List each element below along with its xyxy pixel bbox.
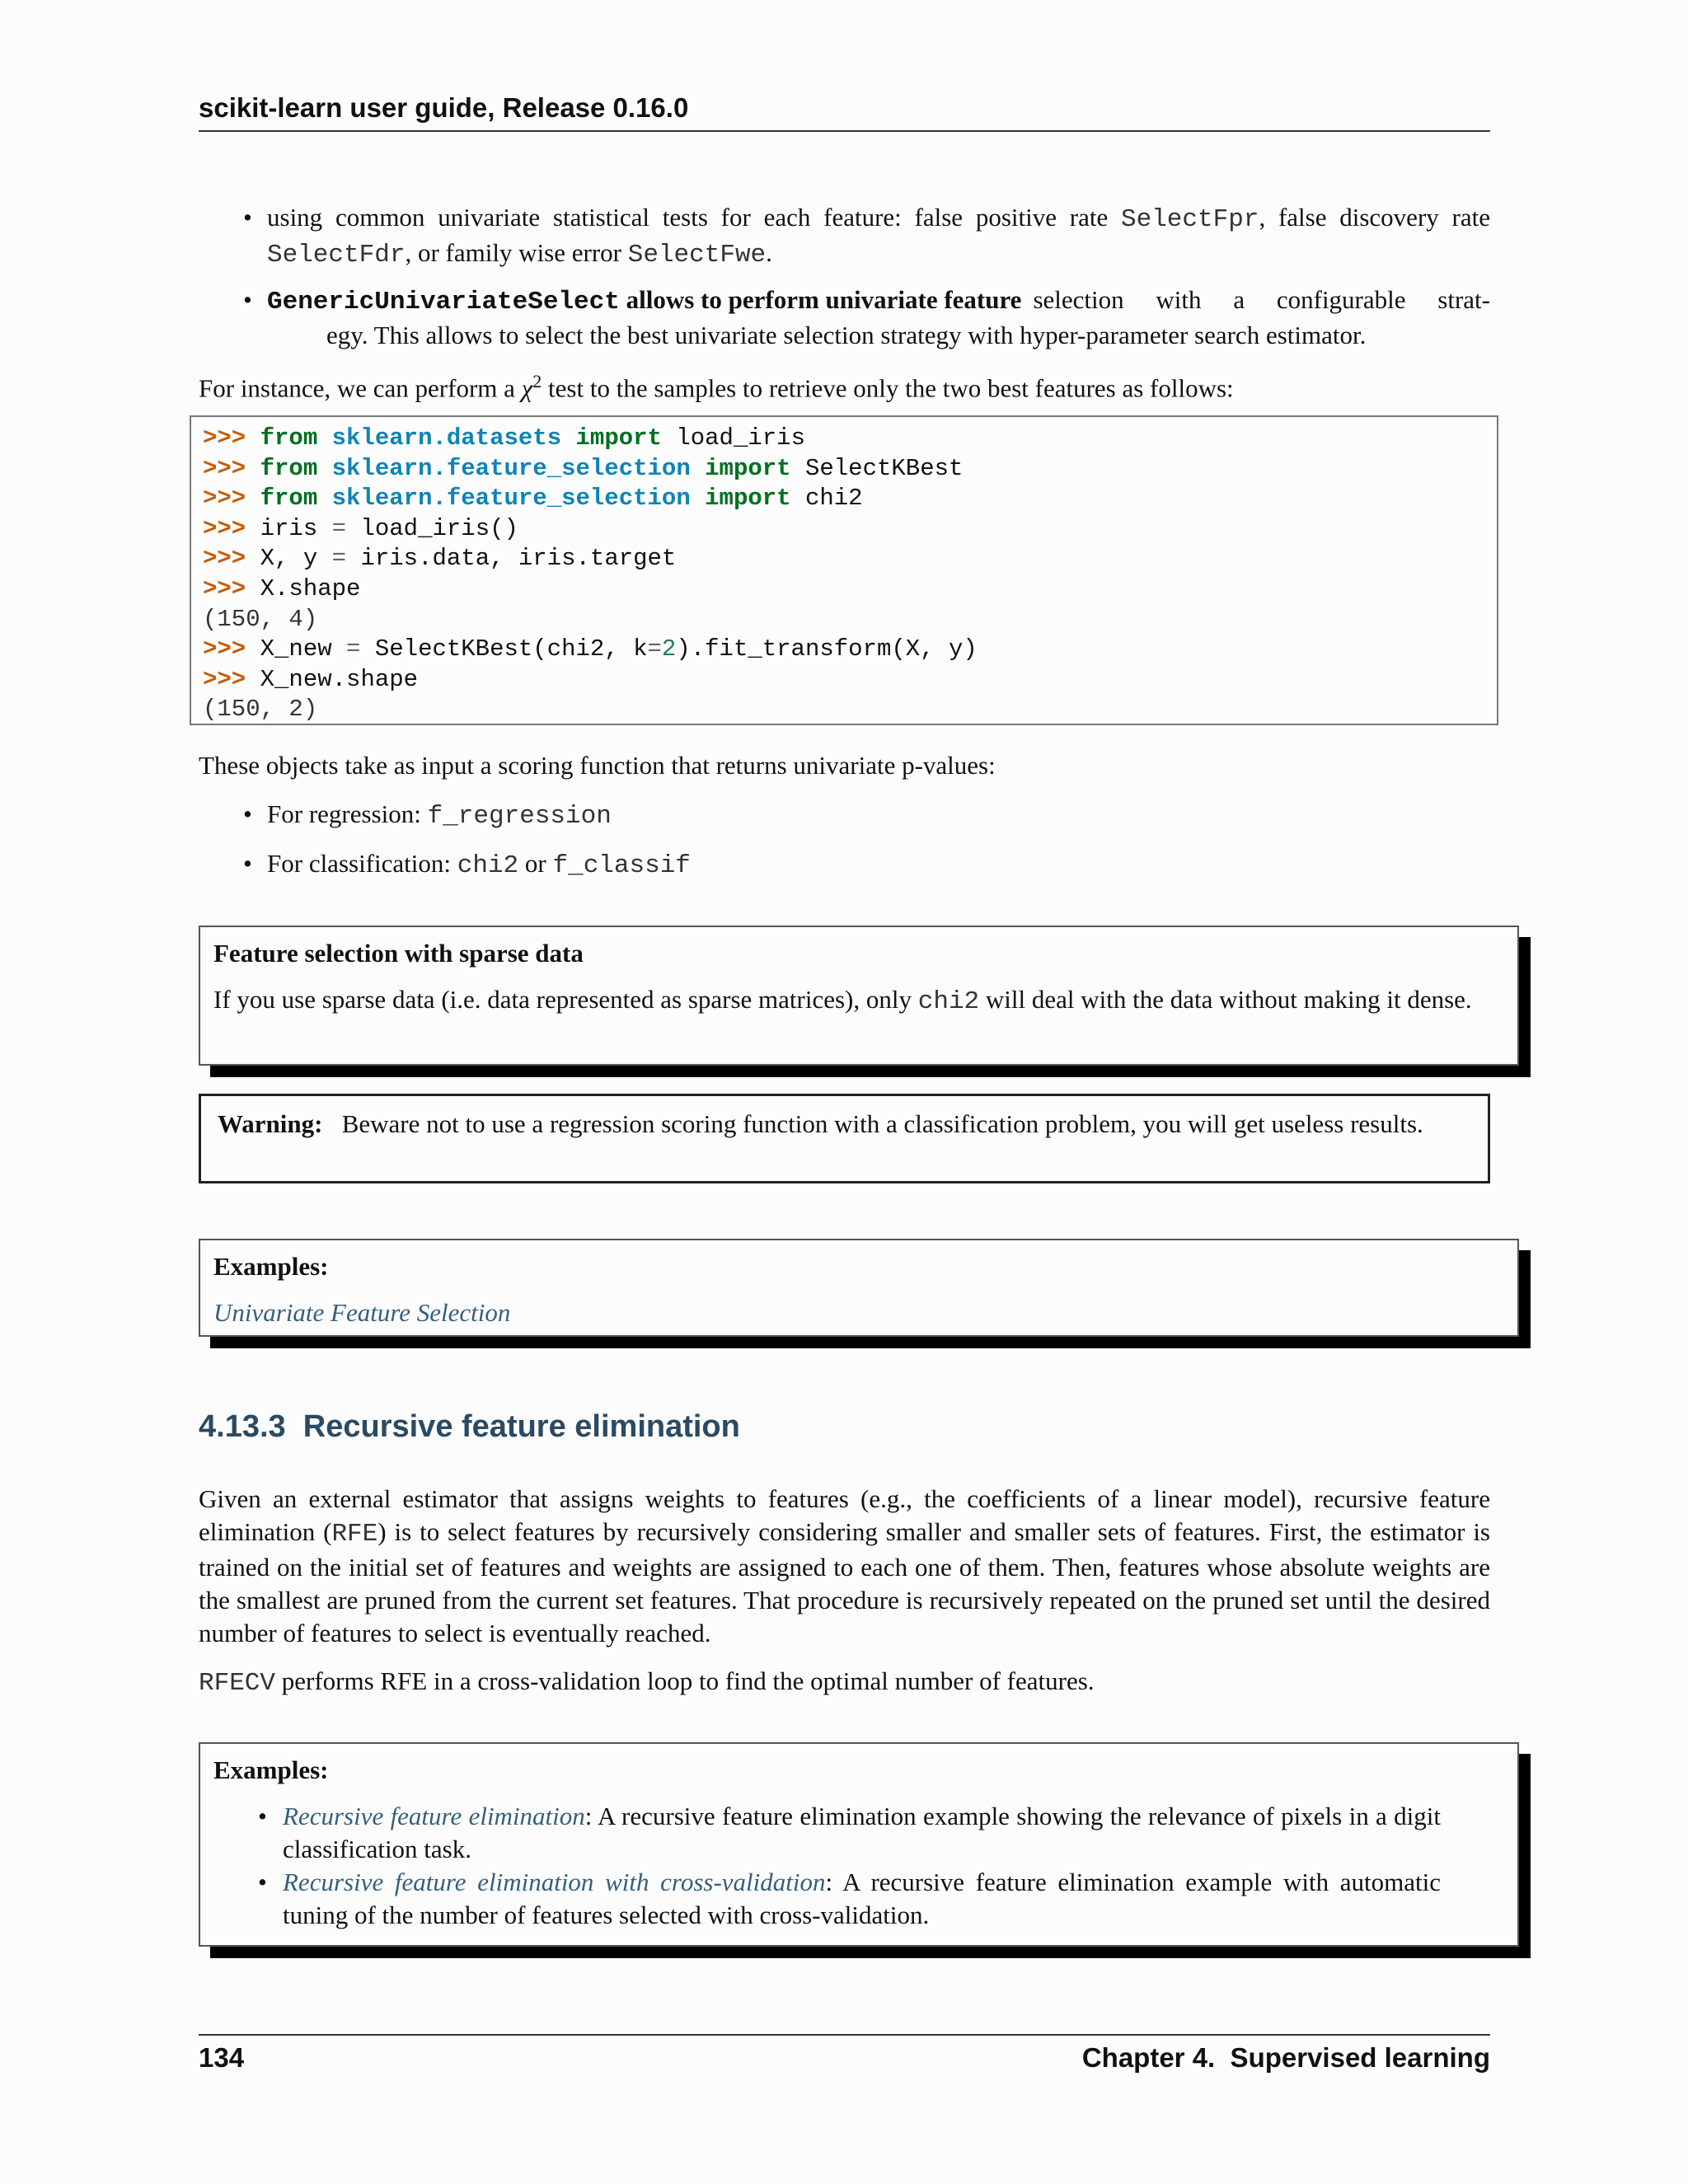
bullet-dot: • <box>258 1868 267 1896</box>
code-keyword: import <box>575 424 662 452</box>
code-keyword: from <box>260 424 318 452</box>
code-f-regression: f_regression <box>427 802 612 831</box>
code-expr: X_new <box>260 635 332 663</box>
code-rfe: RFE <box>331 1520 378 1549</box>
scoring-intro: These objects take as input a scoring function that returns univariate p-values: <box>199 751 996 780</box>
example-item <box>283 1800 1441 1866</box>
code-line <box>203 514 978 545</box>
warning-text: Beware not to use a regression scoring function with a classification problem, you will get useless results. <box>341 1109 1423 1138</box>
code-keyword: from <box>260 454 318 482</box>
code-prompt: >>> <box>203 635 246 663</box>
code-line <box>203 544 978 574</box>
code-prompt: >>> <box>203 514 246 542</box>
link-recursive-feature-elimination-cv[interactable]: Recursive feature elimination with cross-validation <box>283 1868 826 1896</box>
code-name: chi2 <box>804 485 863 513</box>
example-text: : A recursive feature elimination example with automatic tuning of the number of features selected with cross-validation. <box>283 1868 1441 1929</box>
running-header: scikit-learn user guide, Release 0.16.0 <box>199 92 689 123</box>
bullet-dot: • <box>243 285 252 314</box>
section-heading <box>199 1409 740 1445</box>
code-prompt: >>> <box>203 454 246 482</box>
code-expr: X, y <box>260 545 318 573</box>
warning-body <box>218 1108 1470 1141</box>
code-output: (150, 4) <box>203 605 318 633</box>
code-prompt: >>> <box>203 424 246 452</box>
code-module: sklearn.feature_selection <box>331 485 691 513</box>
code-operator: = <box>346 635 361 663</box>
note-text: will deal with the data without making it dense. <box>979 985 1472 1014</box>
code-operator: = <box>331 545 347 573</box>
bullet-dot: • <box>243 203 252 232</box>
examples-title: Examples: <box>213 1252 329 1281</box>
code-expr: X.shape <box>260 574 361 602</box>
code-f-classif: f_classif <box>552 851 691 880</box>
section-number: 4.13.3 <box>199 1409 286 1444</box>
bullet-dot: • <box>243 849 252 878</box>
code-keyword: from <box>260 485 318 513</box>
code-output: (150, 2) <box>203 696 318 724</box>
note-title: Feature selection with sparse data <box>213 939 584 968</box>
chapter-title: Chapter 4. Supervised learning <box>1081 2042 1490 2073</box>
paragraph-text: ) is to select features by recursively considering smaller and smaller sets of features. First, the estimator is trained on the initial set of features and weights are assigned to each one of them. Then, features whose absolute weights are the smallest are pruned from the current set features. That procedure is recursively repeated on the pruned set until the desired number of features to select is eventually reached. <box>199 1517 1490 1647</box>
code-prompt: >>> <box>203 485 246 513</box>
link-recursive-feature-elimination[interactable]: Recursive feature elimination <box>283 1802 585 1830</box>
bold-text: allows to perform univariate feature <box>619 285 1022 314</box>
bullet-label: For classification: <box>267 849 457 878</box>
code-line <box>203 635 978 665</box>
bullet-text: . <box>766 238 772 267</box>
code-operator: = <box>331 514 347 542</box>
code-selectfwe: SelectFwe <box>627 241 767 269</box>
code-expr: iris <box>260 514 318 542</box>
bullet-generic-univariate <box>267 284 1490 352</box>
chi-superscript: 2 <box>532 371 542 391</box>
code-keyword: import <box>705 485 791 513</box>
bullet-regression <box>267 798 612 833</box>
code-lines <box>203 424 978 725</box>
bullet-text: , or family wise error <box>405 238 628 267</box>
code-expr: X_new.shape <box>260 665 419 693</box>
bullet-dot: • <box>258 1802 267 1830</box>
code-line <box>203 484 978 514</box>
code-expr: SelectKBest(chi2, k <box>374 635 648 663</box>
bullet-text: selection with a configurable strat- <box>1033 285 1490 314</box>
bullet-text: , false discovery rate <box>1259 203 1490 232</box>
code-expr: load_iris() <box>360 514 518 542</box>
code-genericunivariateselect: GenericUnivariateSelect <box>267 288 620 316</box>
rfe-paragraph <box>199 1483 1490 1650</box>
section-title: Recursive feature elimination <box>302 1409 740 1444</box>
code-module: sklearn.feature_selection <box>331 454 691 482</box>
code-expr: iris.data, iris.target <box>360 545 677 573</box>
chi-symbol: χ <box>521 373 533 403</box>
bullet-label: For regression: <box>267 799 428 828</box>
code-prompt: >>> <box>203 545 246 573</box>
paragraph-text: test to the samples to retrieve only the two best features as follows: <box>542 373 1234 403</box>
code-name: SelectKBest <box>804 454 964 482</box>
bullet-text: or <box>518 849 553 878</box>
example-item <box>283 1866 1441 1932</box>
warning-box <box>199 1094 1490 1183</box>
examples-box-univariate <box>199 1239 1519 1337</box>
paragraph-text: performs RFE in a cross-validation loop to find the optimal number of features. <box>275 1666 1095 1695</box>
code-selectfpr: SelectFpr <box>1121 205 1259 234</box>
warning-label: Warning: <box>218 1109 323 1138</box>
code-line <box>203 454 978 485</box>
code-rfecv: RFECV <box>199 1669 276 1698</box>
paragraph-text: Given an external estimator that assigns weights to features (e.g., the coefficients of a linear model), recursive feature elimination ( <box>199 1484 1490 1546</box>
bullet-text: using common univariate statistical tests for each feature: false positive rate <box>267 203 1121 232</box>
code-chi2: chi2 <box>457 851 519 880</box>
code-operator: = <box>647 635 662 663</box>
code-module: sklearn.datasets <box>331 424 562 452</box>
code-selectfdr: SelectFdr <box>267 241 406 269</box>
bullet-univariate-tests <box>267 201 1490 272</box>
note-body <box>213 983 1475 1019</box>
code-block <box>190 415 1498 725</box>
sparse-data-note <box>199 926 1519 1066</box>
code-keyword: import <box>705 454 791 482</box>
examples-box-rfe <box>199 1742 1519 1947</box>
code-number: 2 <box>661 635 677 663</box>
code-line <box>203 574 978 605</box>
link-univariate-feature-selection[interactable]: Univariate Feature Selection <box>213 1298 511 1327</box>
code-line <box>203 424 978 454</box>
instance-paragraph <box>199 365 1490 405</box>
examples-title: Examples: <box>213 1755 329 1784</box>
code-prompt: >>> <box>203 665 246 693</box>
bullet-dot: • <box>243 799 252 828</box>
code-line <box>203 605 978 635</box>
rfecv-paragraph <box>199 1665 1490 1700</box>
code-line <box>203 695 978 725</box>
code-prompt: >>> <box>203 574 246 602</box>
code-line <box>203 665 978 696</box>
code-name: load_iris <box>676 424 805 452</box>
page-number: 134 <box>199 2042 245 2073</box>
footer-rule <box>199 2034 1490 2036</box>
note-text: If you use sparse data (i.e. data represented as sparse matrices), only <box>213 985 918 1014</box>
header-rule <box>199 130 1490 132</box>
code-chi2: chi2 <box>917 987 980 1016</box>
paragraph-text: For instance, we can perform a <box>199 373 522 403</box>
code-expr: ).fit_transform(X, y) <box>676 635 978 663</box>
bullet-classification <box>267 847 691 883</box>
bullet-text: egy. This allows to select the best univariate selection strategy with hyper-parameter search estimator. <box>326 321 1367 349</box>
example-text: : A recursive feature elimination example showing the relevance of pixels in a digit classification task. <box>283 1802 1441 1863</box>
